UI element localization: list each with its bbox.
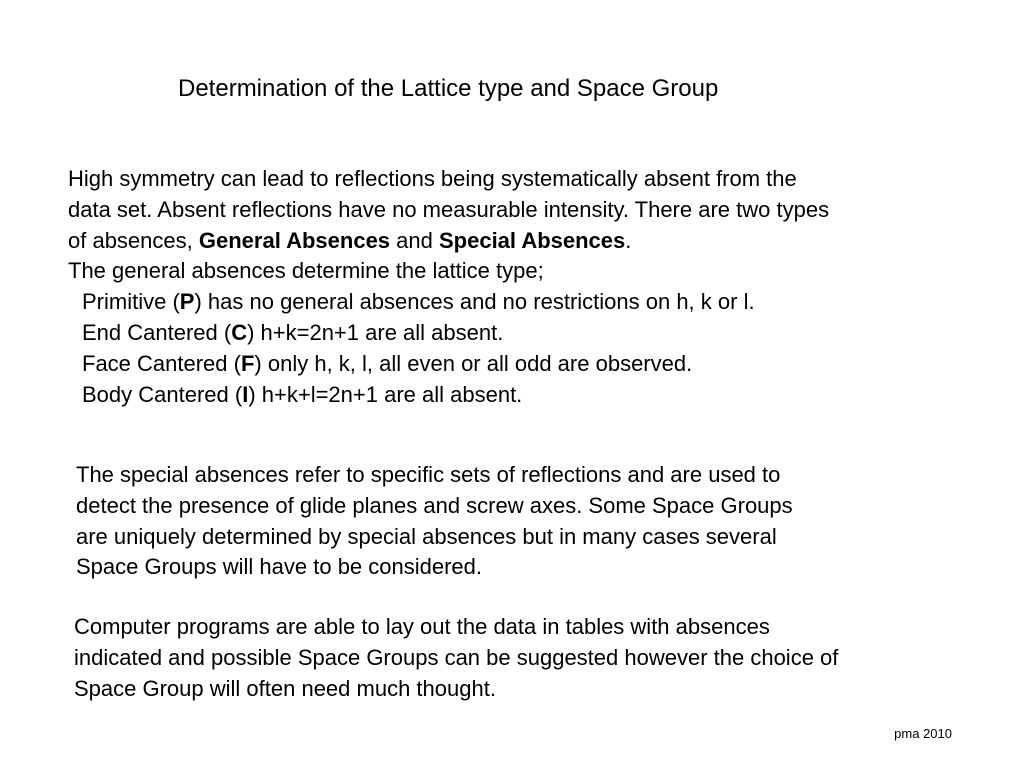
paragraph-line: indicated and possible Space Groups can be suggested however the choice of bbox=[74, 644, 839, 670]
lattice-symbol: C bbox=[231, 319, 248, 345]
lattice-name: Body Cantered ( bbox=[82, 381, 243, 407]
lattice-name: End Cantered ( bbox=[82, 319, 232, 345]
paragraph-line: The special absences refer to specific sets of reflections and are used to bbox=[76, 462, 781, 487]
slide-title: Determination of the Lattice type and Space Group bbox=[178, 75, 719, 102]
lattice-rule: ) h+k=2n+1 are all absent. bbox=[247, 319, 504, 345]
paragraph-line: Space Group will often need much thought. bbox=[74, 675, 496, 701]
intro-line-3-prefix: of absences, bbox=[68, 227, 199, 253]
computer-programs-paragraph bbox=[74, 612, 974, 704]
lattice-rule: ) h+k+l=2n+1 are all absent. bbox=[248, 381, 523, 407]
lattice-name: Primitive ( bbox=[82, 289, 180, 315]
lattice-rule: ) only h, k, l, all even or all odd are observed. bbox=[254, 350, 693, 376]
general-absences-term: General Absences bbox=[198, 227, 391, 253]
paragraph-line: Space Groups will have to be considered. bbox=[76, 554, 483, 580]
intro-line-1: High symmetry can lead to reflections being systematically absent from the bbox=[68, 166, 797, 191]
lattice-rule: ) has no general absences and no restrictions on h, k or l. bbox=[194, 289, 755, 315]
intro-line-3 bbox=[68, 226, 968, 257]
lattice-name: Face Cantered ( bbox=[82, 350, 241, 376]
special-absences-term: Special Absences bbox=[438, 227, 626, 253]
lattice-item-primitive bbox=[68, 287, 968, 318]
lattice-symbol: I bbox=[242, 381, 249, 407]
intro-line-2: data set. Absent reflections have no measurable intensity. There are two types bbox=[68, 196, 830, 222]
intro-and: and bbox=[390, 227, 439, 253]
lattice-item-face-centered bbox=[68, 349, 968, 380]
paragraph-line: are uniquely determined by special absences but in many cases several bbox=[76, 523, 777, 549]
intro-period: . bbox=[625, 227, 632, 253]
paragraph-line: detect the presence of glide planes and screw axes. Some Space Groups bbox=[76, 492, 793, 518]
paragraph-line: Computer programs are able to lay out the data in tables with absences bbox=[74, 614, 770, 639]
footer-credit: pma 2010 bbox=[894, 726, 952, 741]
special-absences-paragraph bbox=[76, 460, 956, 583]
lattice-symbol: P bbox=[179, 289, 195, 315]
lattice-intro-line: The general absences determine the lattice type; bbox=[68, 258, 544, 284]
intro-block bbox=[68, 164, 968, 410]
lattice-item-end-centered bbox=[68, 318, 968, 349]
lattice-item-body-centered bbox=[68, 380, 968, 411]
lattice-symbol: F bbox=[240, 350, 255, 376]
